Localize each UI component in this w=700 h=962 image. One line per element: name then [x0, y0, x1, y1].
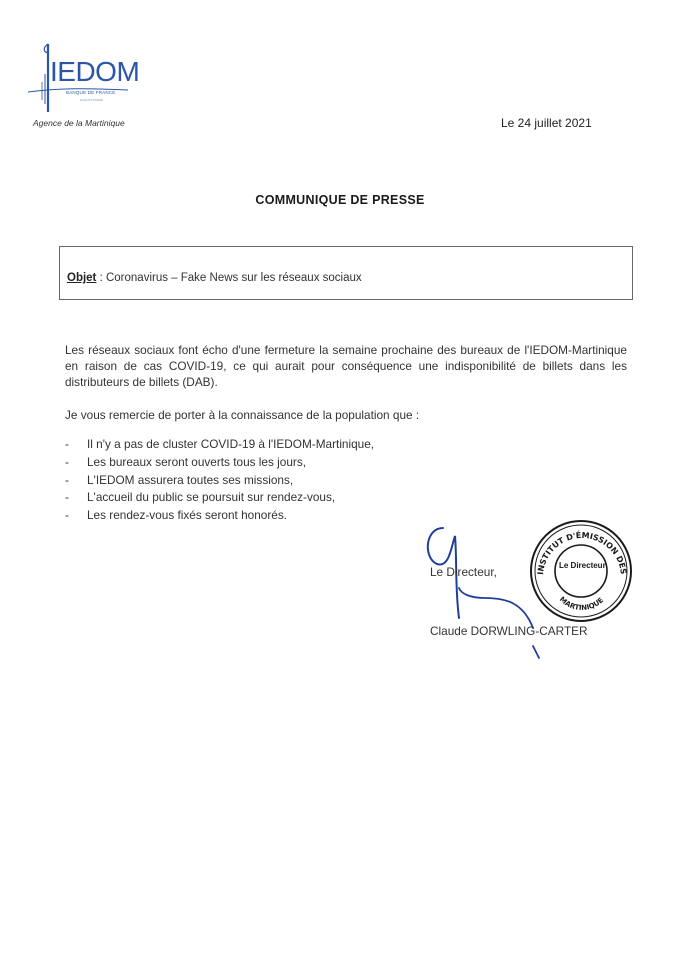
signatory-name: Claude DORWLING-CARTER: [430, 624, 588, 638]
stamp-bottom-text: MARTINIQUE: [557, 595, 606, 613]
dash-bullet: -: [65, 472, 69, 487]
official-stamp: [529, 519, 633, 623]
list-item: - Les bureaux seront ouverts tous les jours,: [65, 454, 374, 472]
document-title: COMMUNIQUE DE PRESSE: [255, 193, 425, 207]
stamp-seal-icon: [529, 519, 633, 623]
dash-bullet: -: [65, 508, 69, 523]
body-paragraph-1: Les réseaux sociaux font écho d'une fermeture la semaine prochaine des bureaux de l'IEDOM-Martinique en raison de cas COVID-19, ce qui aurait pour conséquence une indisponibilité de billets dans les distributeurs de billets (DAB).: [65, 343, 627, 389]
subject-text: : Coronavirus – Fake News sur les réseaux sociaux: [96, 272, 362, 284]
subject-box: [59, 246, 633, 300]
stamp-center-text: Le Directeur: [559, 561, 606, 570]
signatory-role: Le Directeur,: [430, 565, 497, 579]
dash-bullet: -: [65, 437, 69, 451]
dash-bullet: -: [65, 490, 69, 505]
body-paragraph-2: Je vous remercie de porter à la connaissance de la population que :: [65, 408, 420, 422]
dash-bullet: -: [65, 454, 69, 469]
svg-text:MARTINIQUE: [558, 595, 605, 612]
iedom-logo: [28, 38, 148, 130]
list-item: - L'accueil du public se poursuit sur rendez-vous,: [65, 489, 374, 507]
logo-subtitle: BANQUE DE FRANCE: [66, 90, 116, 95]
stamp-outer-text: INSTITUT D'ÉMISSION DES: [535, 530, 629, 576]
list-item: - Il n'y a pas de cluster COVID-19 à l'IEDOM-Martinique,: [65, 436, 374, 454]
subject-line: [67, 272, 362, 284]
subject-label: Objet: [67, 272, 97, 284]
logo-wordmark: IEDOM: [50, 56, 140, 87]
logo-subtitle-secondary: EUROSYSTÈME: [80, 98, 104, 102]
list-item: - Les rendez-vous fixés seront honorés.: [65, 507, 374, 525]
statement-list: [65, 436, 374, 525]
agency-name: Agence de la Martinique: [33, 118, 125, 128]
document-date: Le 24 juillet 2021: [501, 116, 592, 130]
list-item: - L'IEDOM assurera toutes ses missions,: [65, 472, 374, 490]
